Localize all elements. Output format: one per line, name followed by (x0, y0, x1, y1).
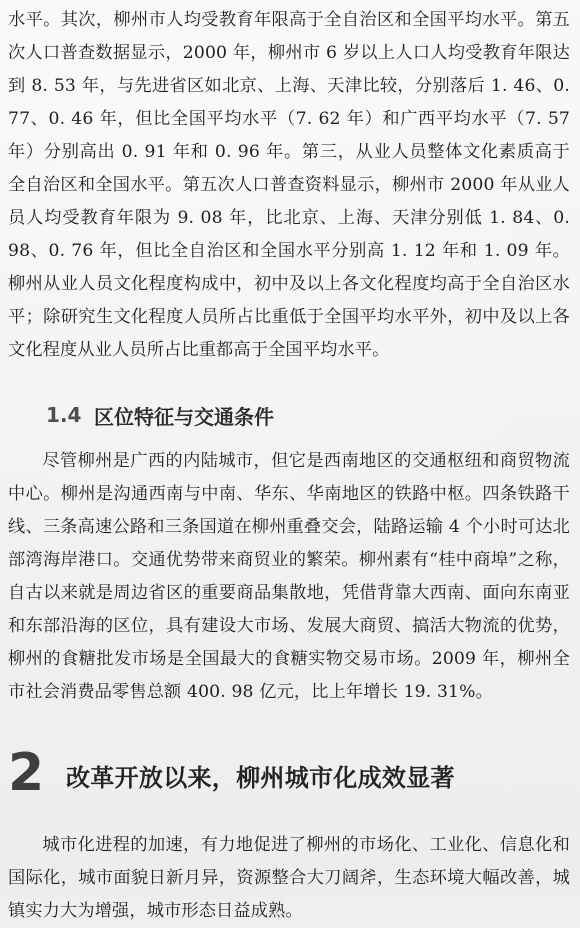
body-paragraph-intro: 水平。其次，柳州市人均受教育年限高于全自治区和全国平均水平。第五次人口普查数据显示，2000 年，柳州市 6 岁以上人口人均受教育年限达到 8. 53 年，与先进省区如北京、上海、天津比较，分别落后 1. 46、0. 77、0. 46 年，但比全国平均水平（7. 62 年）和广西平均水平（7. 57 年）分别高出 0. 91 年和 0. 96 年。第三，从业人员整体文化素质高于全自治区和全国水平。第五次人口普查资料显示，柳州市 2000 年从业人员人均受教育年限为 9. 08 年，比北京、上海、天津分别低 1. 84、0. 98、0. 76 年，但比全自治区和全国水平分别高 1. 12 年和 1. 09 年。柳州从业人员文化程度构成中，初中及以上各文化程度均高于全自治区水平；除研究生文化程度人员所占比重低于全国平均水平外，初中及以上各文化程度从业人员所占比重都高于全国平均水平。 (8, 10, 570, 360)
chapter-title: 改革开放以来，柳州城市化成效显著 (66, 763, 455, 792)
section-title: 区位特征与交通条件 (94, 404, 274, 429)
section-number: 1.4 (46, 403, 82, 427)
chapter-heading-2 (8, 743, 570, 807)
body-paragraph-urbanization: 城市化进程的加速，有力地促进了柳州的市场化、工业化、信息化和国际化，城市面貌日新月异，资源整合大刀阔斧，生态环境大幅改善，城镇实力大为增强，城市形态日益成熟。 (8, 835, 570, 921)
body-paragraph-location: 尽管柳州是广西的内陆城市，但它是西南地区的交通枢纽和商贸物流中心。柳州是沟通西南与中南、华东、华南地区的铁路中枢。四条铁路干线、三条高速公路和三条国道在柳州重叠交会，陆路运输 4 个小时可达北部湾海岸港口。交通优势带来商贸业的繁荣。柳州素有“桂中商埠”之称，自古以来就是周边省区的重要商品集散地，凭借背靠大西南、面向东南亚和东部沿海的区位，具有建设大市场、发展大商贸、搞活大物流的优势，柳州的食糖批发市场是全国最大的食糖实物交易市场。2009 年，柳州全市社会消费品零售总额 400. 98 亿元，比上年增长 19. 31%。 (8, 451, 570, 702)
chapter-number: 2 (8, 743, 45, 803)
section-heading-1-4 (46, 395, 570, 435)
